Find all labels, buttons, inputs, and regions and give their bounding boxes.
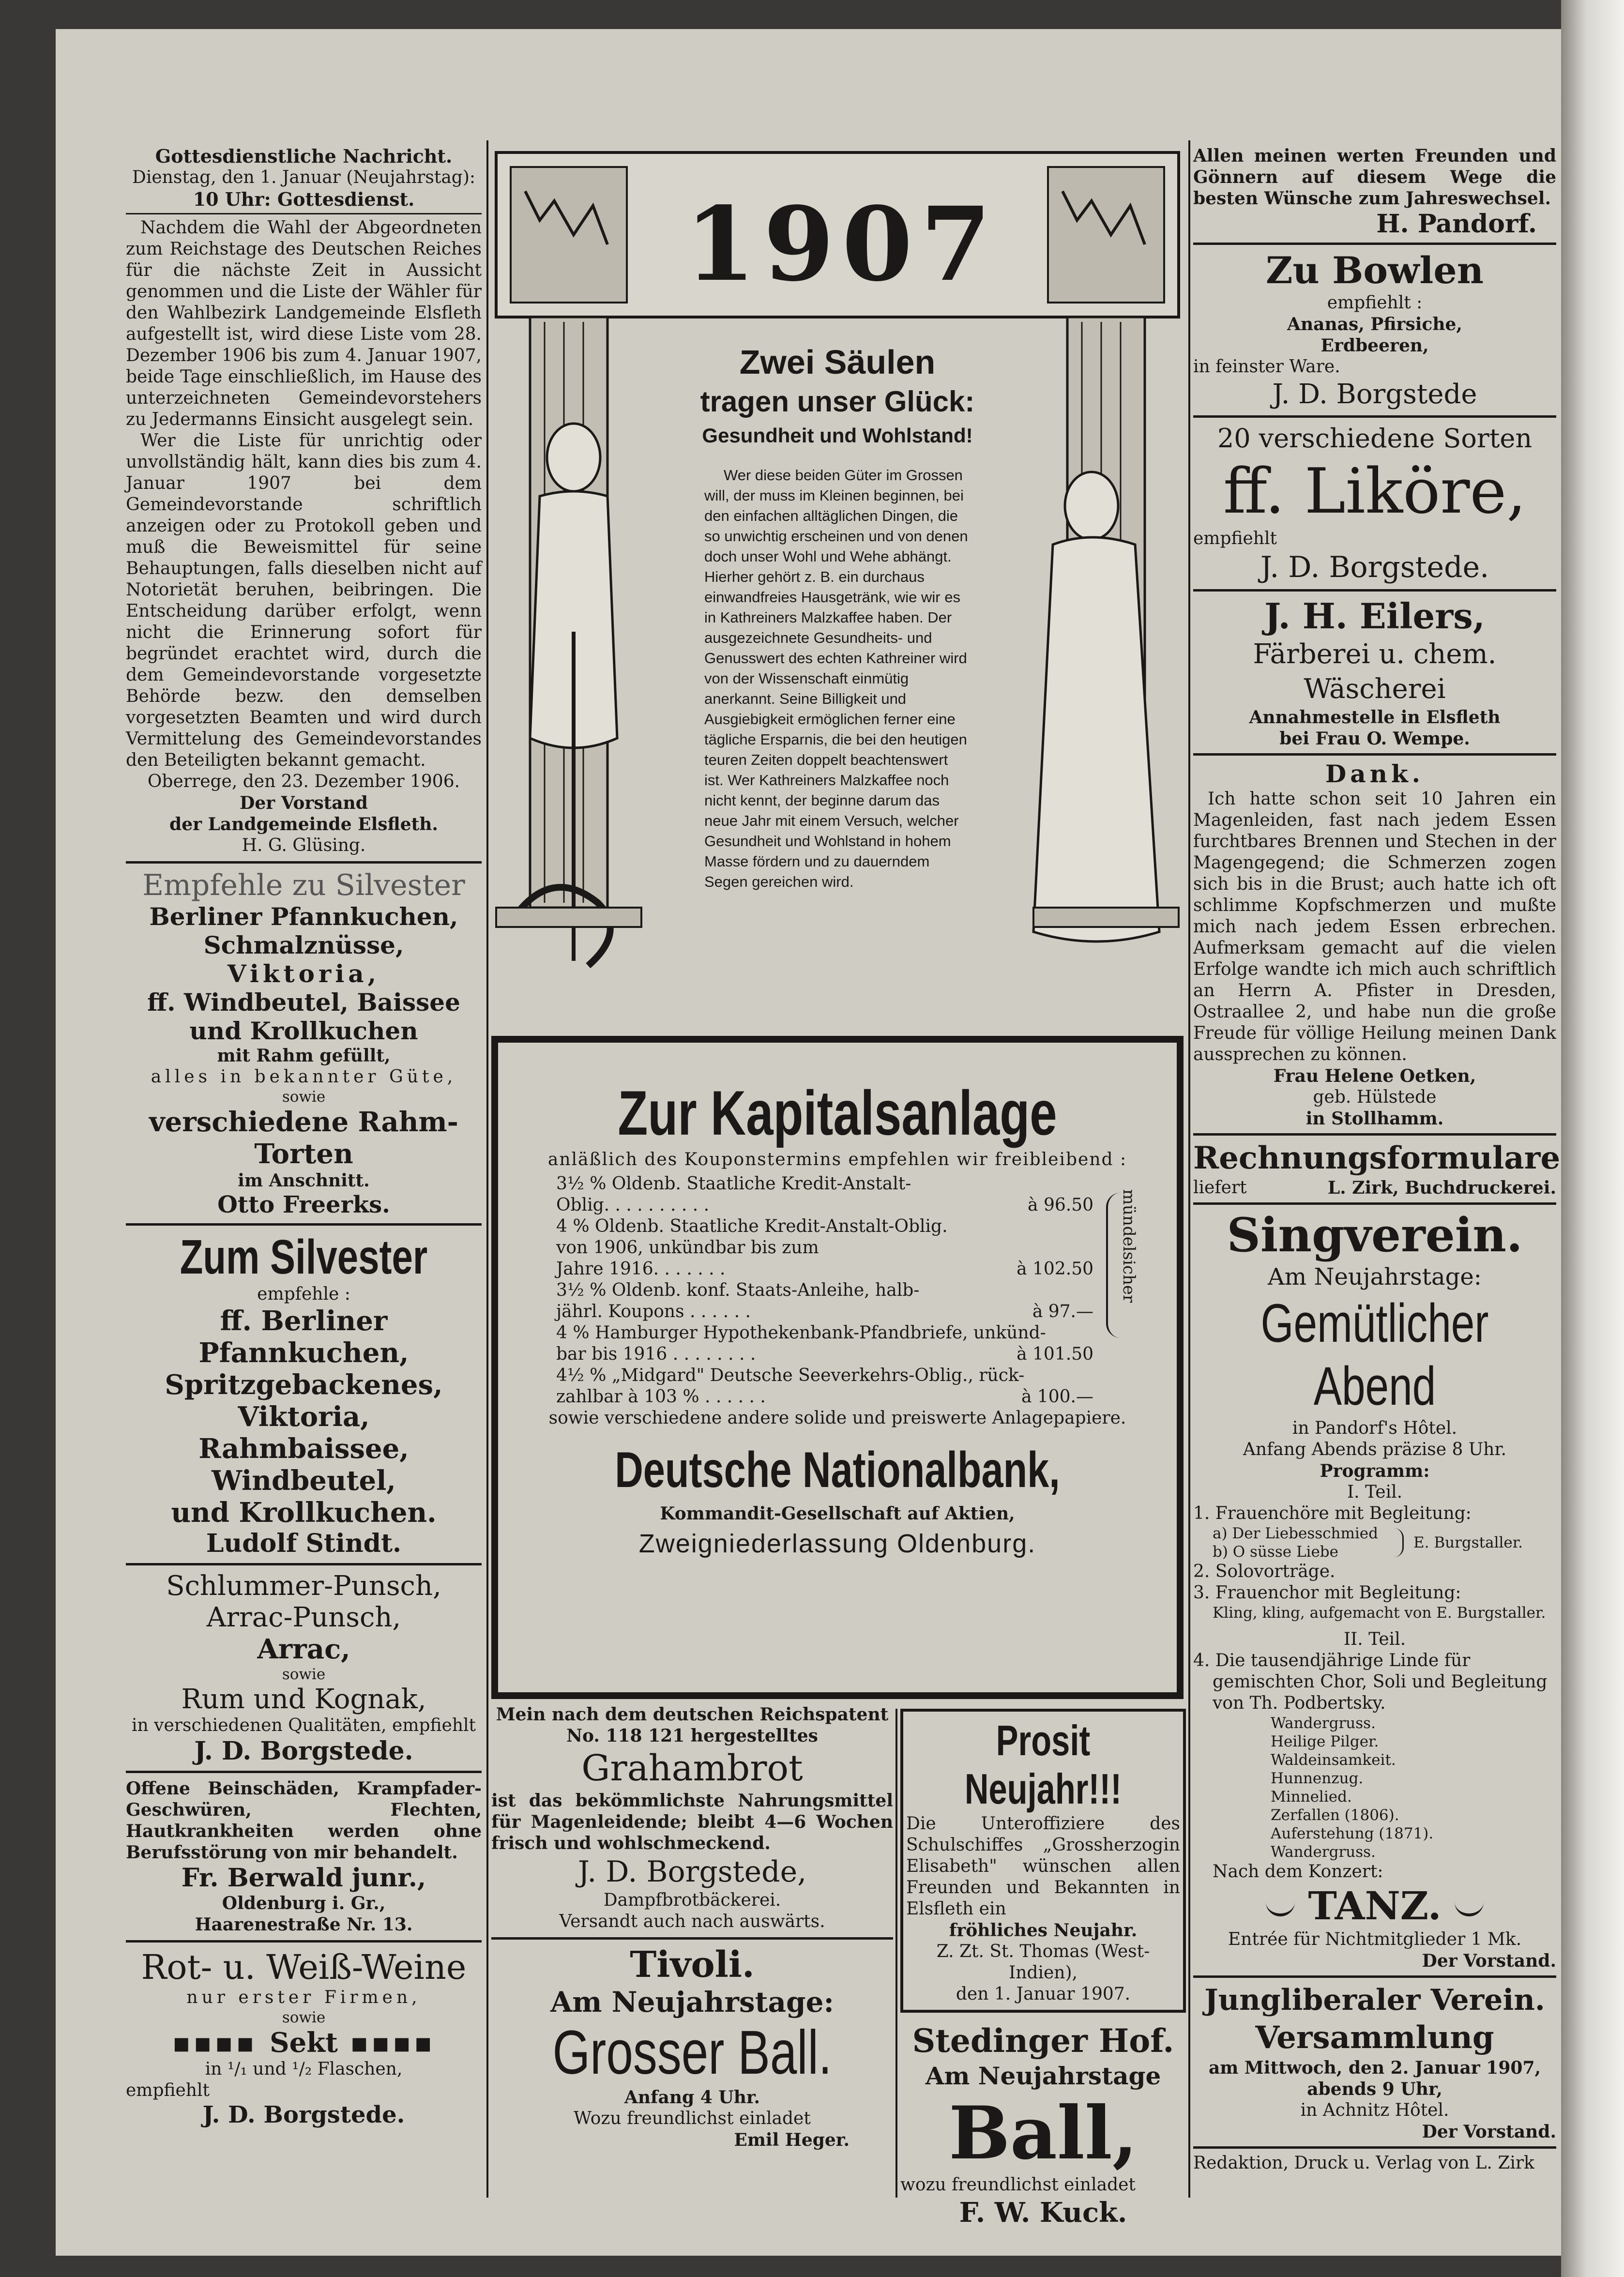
rechnungsformulare-title: Rechnungsformulare [1193, 1140, 1561, 1176]
signature: J. D. Borgstede. [202, 2101, 405, 2128]
ad-line: Am Neujahrstage [925, 2062, 1161, 2090]
box-rule [895, 1709, 897, 2198]
gemuetlicher-abend: Gemütlicher Abend [1260, 1293, 1489, 1416]
bank-offer-price: à 97.— [1032, 1302, 1093, 1321]
page-edge [1561, 0, 1624, 2277]
voters-notice: Nachdem die Wahl der Abgeordneten zum Reichstage des Deutschen Reiches für die nächste Zeit in Aussicht genommen und die Liste der Wähler für den Wahlbezirk Landgemeinde Elsfleth aufgestellt ist, wird diese Liste vom 28. Dezember 1906 bis zum 4. Januar 1907, beide Tage einschließlich, im Hause des unterzeichneten Gemeindevorstehers zu Jedermanns Einsicht ausgelegt sein. [126, 218, 482, 429]
prosit-body: Die Unteroffiziere des Schulschiffes „Grossherzogin Elisabeth" wünschen allen Freunden und Bekannten in Elsfleth ein [906, 1814, 1180, 1919]
ad-line: Dampfbrotbäckerei. [603, 1890, 781, 1910]
eilers-title: J. H. Eilers, [1264, 595, 1485, 637]
kathreiner-ad [491, 148, 1184, 1029]
kathreiner-headline-3: Gesundheit und Wohlstand! [702, 424, 973, 447]
ad-line: geb. Hülstede [1313, 1087, 1437, 1107]
ad-line: den 1. Januar 1907. [956, 1984, 1131, 2004]
imprint: Redaktion, Druck u. Verlag von L. Zirk [1193, 2153, 1534, 2173]
ad-line: nur erster Firmen, [186, 1988, 421, 2007]
ad-line: mit Rahm gefüllt, [217, 1046, 391, 1066]
signature: Emil Heger. [734, 2130, 850, 2150]
signature: Ludolf Stindt. [206, 1529, 402, 1558]
berwald-ad [126, 1778, 482, 1935]
bank-offer-text: Oblig. . . . . . . . . . [556, 1195, 710, 1215]
ad-line: wozu freundlichst einladet [900, 2175, 1136, 2195]
bank-offer-text: bar bis 1916 . . . . . . . . [556, 1344, 756, 1364]
program-subitem: E. Burgstaller. [1413, 1534, 1523, 1551]
church-date: Dienstag, den 1. Januar (Neujahrstag): [132, 167, 476, 187]
song-list-item: Auferstehung (1871). [1271, 1825, 1434, 1842]
bank-offer-price: à 101.50 [1017, 1344, 1093, 1364]
bank-offer-text: 4 % Oldenb. Staatliche Kredit-Anstalt-Oblig. [556, 1216, 948, 1236]
ad-line: abends 9 Uhr, [1307, 2079, 1442, 2099]
bank-side-note: mündelsicher [1119, 1189, 1138, 1303]
likoere-title: ff. Liköre, [1223, 455, 1526, 528]
bank-branch: Zweigniederlassung Oldenburg. [638, 1529, 1036, 1558]
program-item: 3. Frauenchor mit Begleitung: [1193, 1583, 1461, 1603]
bank-offer-text: jährl. Koupons . . . . . . [556, 1302, 751, 1321]
bank-legal-form: Kommandit-Gesellschaft auf Aktien, [660, 1503, 1015, 1524]
column-rule-right [1188, 140, 1190, 2198]
ad-line: Ananas, Pfirsiche, [1287, 314, 1462, 334]
wein-title: Rot- u. Weiß-Weine [141, 1947, 467, 1987]
wein-ad: Rot- u. Weiß-Weine nur erster Firmen, sowie ▪▪▪▪ Sekt ▪▪▪▪ in ¹/₁ und ¹/₂ Flaschen, empfiehlt J. D. Borgstede. [126, 1947, 482, 2128]
newspaper-page [56, 29, 1561, 2256]
bank-offer-text: 4½ % „Midgard" Deutsche Seeverkehrs-Oblig., rück- [556, 1366, 1025, 1385]
ad-line: empfehle : [257, 1284, 350, 1304]
church-time: 10 Uhr: Gottesdienst. [193, 188, 415, 210]
ad-line: in verschiedenen Qualitäten, empfiehlt [131, 1715, 476, 1735]
bank-offer-text: Jahre 1916. . . . . . . [556, 1259, 726, 1279]
bank-subtitle: anläßlich des Kouponstermins empfehlen wir freibleibend : [547, 1150, 1127, 1169]
ad-line: Am Neujahrstage: [550, 1986, 834, 2019]
bank-offer-row [556, 1344, 1093, 1365]
program-subitem: Kling, kling, aufgemacht von E. Burgstaller. [1213, 1604, 1546, 1622]
ad-line: alles in bekannter Güte, [151, 1067, 457, 1087]
ad-line: Oldenburg i. Gr., [222, 1893, 386, 1913]
graham-tivoli-column [491, 1704, 893, 2202]
ad-line: Anfang Abends präzise 8 Uhr. [1243, 1440, 1507, 1459]
ad-line: liefert [1193, 1178, 1247, 1198]
signature: J. D. Borgstede. [194, 1736, 413, 1766]
voters-sign-1: Der Vorstand [240, 793, 368, 813]
program-item: 1. Frauenchöre mit Begleitung: [1193, 1503, 1472, 1523]
bank-title: Zur Kapitalsanlage [618, 1078, 1057, 1148]
signature: J. D. Borgstede. [1260, 550, 1489, 584]
dank-title: Dank. [1325, 759, 1425, 788]
bank-offer-text: 3½ % Oldenb. konf. Staats-Anleihe, halb- [556, 1280, 920, 1300]
tivoli-ball: Grosser Ball. [552, 2018, 832, 2087]
ad-line: Schmalznüsse, [203, 931, 404, 959]
silvester-ad-stindt [126, 1230, 482, 1558]
stedinger-ad [900, 2021, 1186, 2230]
ad-line: Entrée für Nichtmitglieder 1 Mk. [1228, 1929, 1522, 1949]
program-item: 2. Solovorträge. [1193, 1562, 1336, 1581]
signature: J. D. Borgstede, [577, 1855, 807, 1889]
ad-line: L. Zirk, Buchdruckerei. [1327, 1178, 1556, 1198]
program-subitem: a) Der Liebesschmied [1213, 1525, 1378, 1542]
bank-offer-text: zahlbar à 103 % . . . . . . [556, 1387, 766, 1407]
ad-line: 20 verschiedene Sorten [1217, 423, 1533, 454]
voters-date: Oberrege, den 23. Dezember 1906. [147, 772, 460, 791]
ad-line: in Stollhamm. [1305, 1108, 1444, 1129]
prosit-stedinger-column [900, 1709, 1186, 2229]
ad-line: Arrac-Punsch, [206, 1602, 401, 1633]
ad-line: Haarenestraße Nr. 13. [195, 1914, 413, 1935]
song-list-item: Zerfallen (1806). [1271, 1806, 1399, 1824]
program-part: I. Teil. [1347, 1482, 1403, 1502]
bank-offer-row [556, 1216, 1093, 1237]
program-part: II. Teil. [1343, 1629, 1406, 1649]
signature: Der Vorstand. [1422, 1951, 1556, 1971]
ad-line: Arrac, [257, 1633, 350, 1665]
right-column [1193, 145, 1561, 2202]
ad-line: Nach dem Konzert: [1213, 1862, 1383, 1882]
bank-offer-row [556, 1259, 1093, 1280]
bowlen-title: Zu Bowlen [1265, 249, 1484, 292]
program-item: 4. Die tausendjährige Linde für gemischten Chor, Soli und Begleitung von Th. Podbertsky. [1193, 1651, 1548, 1713]
church-title: Gottesdienstliche Nachricht. [155, 145, 453, 167]
kathreiner-body: Wer diese beiden Güter im Grossen will, der muss im Kleinen beginnen, bei den einfachen alltäglichen Dingen, die so unwichtig erscheinen und von denen doch unser Wohl und Wehe abhängt. Hierher gehört z. B. ein durchaus einwandfreies Hausgetränk, wie wir es in Kathreiners Malzkaffee haben. Der ausgezeichnete Gesundheits- und Genusswert des echten Kathreiner wird von der Wissenschaft einmütig anerkannt. Seine Billigkeit und Ausgiebigkeit ermöglichen ferner eine tägliche Ersparnis, die bei den heutigen teuren Zeiten doppelt beachtenswert ist. Wer Kathreiners Malzkaffee noch nicht kennt, der beginne darum das neue Jahr mit einem Versuch, welcher Gesundheit und Wohlstand in hohem Masse fördern und zu dauerndem Segen gereichen wird. [704, 467, 968, 890]
ad-text: Offene Beinschäden, Krampfader-Geschwüren, Flechten, Hautkrankheiten werden ohne Berufsstörung von mir behandelt. [126, 1778, 482, 1863]
versammlung-heading: Versammlung [1255, 2019, 1494, 2056]
signature: Fr. Berwald junr., [181, 1863, 426, 1893]
song-list [1193, 1714, 1556, 1861]
ad-line: sowie [282, 2009, 326, 2026]
ad-line: Windbeutel, [212, 1465, 396, 1497]
kathreiner-headline-1: Zwei Säulen [739, 343, 936, 381]
bank-offer-row [556, 1386, 1093, 1408]
voters-notice-2: Wer die Liste für unrichtig oder unvollständig hält, kann dies bis zum 4. Januar 1907 bei dem Gemeindevorstande schriftlich anzeigen oder zu Protokoll geben und muß die Beweismittel für seine Behauptungen, falls dieselben nicht auf Notorietät beruhen, beibringen. Die Entscheidung darüber erfolgt, wenn nicht die Erinnerung sofort für begründet erachtet wird, durch die dem Gemeindevorstande vorgesetzte Behörde bezw. den demselben vorgesetzten Beamten und wird durch Vermittelung des Gemeindevorstandes den Beteiligten bekannt gemacht. [126, 431, 482, 770]
ad-line: Anfang 4 Uhr. [624, 2087, 760, 2108]
ad-line: Z. Zt. St. Thomas (West-Indien), [936, 1942, 1150, 1983]
ad-line: Versandt auch nach auswärts. [559, 1912, 825, 1931]
prosit-title: Prosit Neujahr!!! [964, 1716, 1122, 1813]
song-list-item: Wandergruss. [1271, 1715, 1376, 1732]
ad-line: Spritzgebackenes, [165, 1369, 443, 1401]
signature: J. D. Borgstede [1272, 379, 1477, 410]
song-list-item: Wandergruss. [1271, 1843, 1376, 1861]
bank-name: Deutsche Nationalbank, [615, 1442, 1060, 1498]
graham-body: ist das bekömmlichste Nahrungsmittel für Magenleidende; bleibt 4—6 Wochen frisch und wohlschmeckend. [491, 1791, 893, 1853]
bank-offer-row [556, 1322, 1093, 1344]
ad-line: Färberei u. chem. Wäscherei [1253, 638, 1497, 705]
stedinger-ball: Ball, [948, 2091, 1138, 2176]
prosit-ad [900, 1709, 1186, 2013]
song-list-item: Minnelied. [1271, 1788, 1352, 1806]
graham-intro: Mein nach dem deutschen Reichspatent No. 118 121 hergestelltes [496, 1704, 889, 1746]
dank-body: Ich hatte schon seit 10 Jahren ein Magenleiden, fast nach jedem Essen furchtbares Brennen und Stechen in der Magengegend; die Schmerzen zogen sich bis in die Brust; auch hatte ich oft schlimme Kopfschmerzen und mußte mich nach jedem Essen erbrechen. Aufmerksam gemacht auf die vielen Erfolge wandte ich mich auch schriftlich an Herrn A. Pfister in Dresden, Ostraallee 2, und habe nun die große Freude für völlige Heilung meinen Dank aussprechen zu können. [1193, 789, 1556, 1064]
song-list-item: Waldeinsamkeit. [1271, 1751, 1396, 1769]
signature: H. Pandorf. [1376, 209, 1537, 239]
bank-offer-row [556, 1195, 1093, 1216]
stedinger-title: Stedinger Hof. [912, 2022, 1174, 2060]
song-list-item: Hunnenzug. [1271, 1770, 1364, 1787]
ad-line: und Krollkuchen. [171, 1497, 437, 1529]
ad-line: Rahmbaissee, [198, 1433, 409, 1465]
ad-line: sowie [282, 1088, 326, 1106]
ad-line: bei Frau O. Wempe. [1279, 729, 1470, 749]
ad-line: sowie [282, 1666, 326, 1683]
ad-line: empfiehlt : [1327, 293, 1423, 313]
column-rule-left [486, 140, 488, 2198]
bank-offer-row [556, 1280, 1093, 1301]
bank-offer-row [556, 1173, 1093, 1195]
ad-line: am Mittwoch, den 2. Januar 1907, [1208, 2058, 1541, 2078]
year-1907: 1907 [685, 184, 999, 304]
ad-line: empfiehlt [126, 2080, 210, 2100]
bank-offer-text: 4 % Hamburger Hypothekenbank-Pfandbriefe, unkünd- [556, 1323, 1046, 1343]
ad-line: Sekt [270, 2027, 338, 2059]
left-column [126, 145, 482, 2198]
ad-line: ff. Windbeutel, Baissee [147, 988, 460, 1017]
silvester-freerks-title: Empfehle zu Silvester [142, 868, 465, 902]
ad-line: in Pandorf's Hôtel. [1292, 1418, 1457, 1438]
ad-line: und Krollkuchen [189, 1017, 418, 1045]
ad-line: empfiehlt [1193, 529, 1277, 548]
program-heading: Programm: [1320, 1461, 1430, 1481]
kathreiner-text-block [695, 341, 980, 980]
tanz-heading: TANZ. [1308, 1883, 1442, 1928]
ad-line: Am Neujahrstage: [1268, 1263, 1482, 1290]
ad-line: Berliner Pfannkuchen, [149, 902, 458, 931]
ad-line: Wozu freundlichst einladet [574, 2109, 811, 2128]
bank-offer-row [556, 1301, 1093, 1322]
ad-line: Viktoria, [227, 959, 380, 988]
ad-line: Schlummer-Punsch, [166, 1570, 441, 1602]
ad-line: Viktoria, [238, 1401, 370, 1433]
bank-also-line: sowie verschiedene andere solide und preiswerte Anlagepapiere. [548, 1408, 1126, 1428]
song-list-item: Heilige Pilger. [1271, 1733, 1379, 1750]
silvester-ad-freerks [126, 868, 482, 1218]
signature: Frau Helene Oetken, [1273, 1066, 1476, 1086]
signature: Otto Freerks. [217, 1191, 390, 1218]
ad-line: ff. Berliner Pfannkuchen, [198, 1305, 409, 1369]
ad-line: in ¹/₁ und ¹/₂ Flaschen, [205, 2059, 403, 2079]
bank-offer-price: à 100.— [1021, 1387, 1093, 1407]
ad-line: fröhliches Neujahr. [949, 1920, 1138, 1941]
bank-offer-text: von 1906, unkündbar bis zum [556, 1238, 819, 1258]
graham-title: Grahambrot [581, 1747, 803, 1789]
tivoli-title: Tivoli. [630, 1944, 755, 1986]
ad-line: Erdbeeren, [1320, 335, 1429, 356]
singverein-title: Singverein. [1227, 1208, 1523, 1262]
signature: F. W. Kuck. [959, 2197, 1127, 2229]
jungliberaler-title: Jungliberaler Verein. [1204, 1983, 1545, 2017]
bank-offer-text: 3½ % Oldenb. Staatliche Kredit-Anstalt- [556, 1174, 911, 1194]
bank-offer-price: à 96.50 [1028, 1195, 1093, 1215]
ad-line: in Achnitz Hôtel. [1300, 2100, 1449, 2120]
ad-line: in feinster Ware. [1193, 357, 1340, 377]
program-subitem: b) O süsse Liebe [1213, 1543, 1338, 1561]
bank-offer-row [556, 1237, 1093, 1259]
voters-sign-2: der Landgemeinde Elsfleth. [169, 814, 438, 835]
ad-line: Annahmestelle in Elsfleth [1249, 707, 1501, 728]
ad-line: im Anschnitt. [238, 1170, 370, 1191]
voters-sign-3: H. G. Glüsing. [242, 835, 366, 855]
bank-offer-list [556, 1173, 1138, 1408]
bank-offer-row [556, 1365, 1093, 1386]
punsch-ad [126, 1570, 482, 1766]
kathreiner-headline-2: tragen unser Glück: [700, 385, 975, 418]
bank-ad [491, 1036, 1184, 1699]
bank-offer-price: à 102.50 [1017, 1259, 1093, 1279]
ad-line: verschiedene Rahm-Torten [149, 1106, 458, 1170]
ad-line: Rum und Kognak, [181, 1684, 426, 1715]
silvester-stindt-title: Zum Silvester [180, 1230, 428, 1284]
signature: Der Vorstand. [1422, 2122, 1556, 2142]
pandorf-greeting: Allen meinen werten Freunden und Gönnern auf diesem Wege die besten Wünsche zum Jahreswechsel. [1193, 146, 1556, 209]
